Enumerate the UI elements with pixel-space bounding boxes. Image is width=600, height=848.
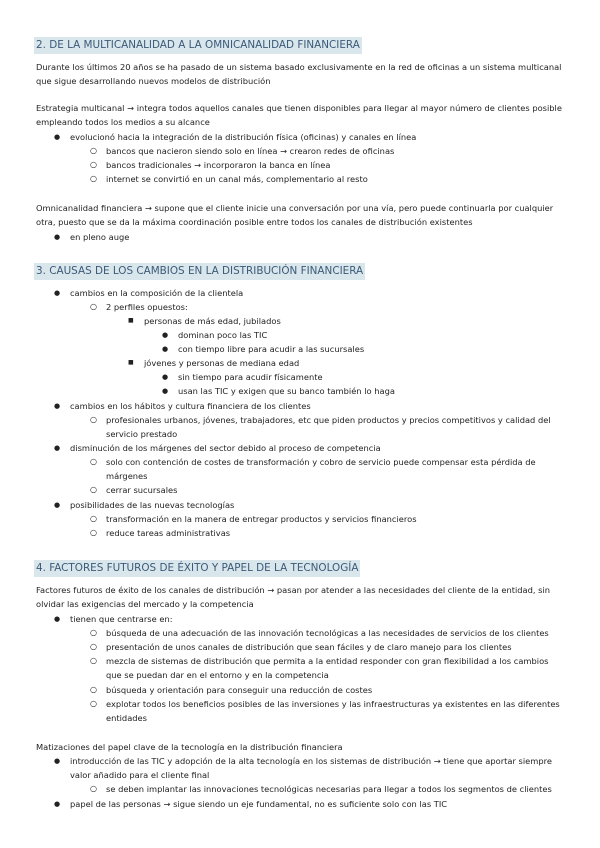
list-item: ○ mezcla de sistemas de distribución que permita a la entidad responder con gran flexibilidad a los cambios que se puedan dar en el entorno y en la competencia <box>90 656 549 680</box>
list-item: ○ bancos que nacieron siendo solo en línea → crearon redes de oficinas <box>90 146 395 156</box>
section-heading-4: 4. FACTORES FUTUROS DE ÉXITO Y PAPEL DE LA TECNOLOGÍA <box>34 560 360 577</box>
list-item: ○ bancos tradicionales → incorporaron la banca en línea <box>90 160 331 170</box>
list-item: ■ jóvenes y personas de mediana edad <box>128 358 300 368</box>
list-item: ■ personas de más edad, jubilados <box>128 316 281 326</box>
paragraph-omnicanal: Omnicanalidad financiera → supone que el cliente inicie una conversación por una vía, pero puede continuarla por cualquier otra, puesto que se da la máxima coordinación posible entre todos los canales de distribución existentes <box>36 203 554 227</box>
paragraph-matizaciones: Matizaciones del papel clave de la tecnología en la distribución financiera <box>36 742 343 752</box>
list-item: ● papel de las personas → sigue siendo un eje fundamental, no es suficiente solo con las TIC <box>54 799 448 809</box>
list-item: ● evolucionó hacia la integración de la distribución física (oficinas) y canales en línea <box>54 132 417 142</box>
list-item: ● disminución de los márgenes del sector debido al proceso de competencia <box>54 443 381 453</box>
paragraph-multicanal: Estrategia multicanal → integra todos aquellos canales que tienen disponibles para llegar al mayor número de clientes posible empleando todos los medios a su alcance <box>36 103 562 127</box>
list-item: ● con tiempo libre para acudir a las sucursales <box>162 344 365 354</box>
list-item: ● posibilidades de las nuevas tecnologías <box>54 500 235 510</box>
list-item: ● cambios en la composición de la clientela <box>54 288 244 298</box>
list-item: ● sin tiempo para acudir físicamente <box>162 372 323 382</box>
list-item: ● tienen que centrarse en: <box>54 614 173 624</box>
list-item: ○ internet se convirtió en un canal más, complementario al resto <box>90 174 368 184</box>
list-item: ○ profesionales urbanos, jóvenes, trabajadores, etc que piden productos y precios competitivos y calidad del servicio prestado <box>90 415 551 439</box>
paragraph-factores: Factores futuros de éxito de los canales de distribución → pasan por atender a las necesidades del cliente de la entidad, sin olvidar las exigencias del mercado y la competencia <box>36 585 551 609</box>
section-heading-3: 3. CAUSAS DE LOS CAMBIOS EN LA DISTRIBUCIÓN FINANCIERA <box>34 263 365 280</box>
list-item: ○ cerrar sucursales <box>90 485 178 495</box>
list-item: ○ solo con contención de costes de transformación y cobro de servicio puede compensar esta pérdida de márgenes <box>90 457 536 481</box>
list-item: ○ búsqueda y orientación para conseguir una reducción de costes <box>90 685 373 695</box>
list-item: ○ transformación en la manera de entregar productos y servicios financieros <box>90 514 417 524</box>
list-item: ● en pleno auge <box>54 232 130 242</box>
paragraph-intro: Durante los últimos 20 años se ha pasado de un sistema basado exclusivamente en la red de oficinas a un sistema multicanal que sigue desarrollando nuevos modelos de distribución <box>36 62 562 86</box>
list-item: ○ 2 perfiles opuestos: <box>90 302 188 312</box>
list-item: ● introducción de las TIC y adopción de la alta tecnología en los sistemas de distribución → tiene que aportar siempre valor añadido para el cliente final <box>54 756 552 780</box>
list-item: ○ reduce tareas administrativas <box>90 528 231 538</box>
section-heading-2: 2. DE LA MULTICANALIDAD A LA OMNICANALIDAD FINANCIERA <box>34 37 362 54</box>
list-item: ○ se deben implantar las innovaciones tecnológicas necesarias para llegar a todos los segmentos de clientes <box>90 784 552 794</box>
list-item: ○ explotar todos los beneficios posibles de las inversiones y las infraestructuras ya existentes en las diferentes entidades <box>90 699 560 723</box>
list-item: ● dominan poco las TIC <box>162 330 268 340</box>
list-item: ● usan las TIC y exigen que su banco también lo haga <box>162 386 395 396</box>
list-item: ● cambios en los hábitos y cultura financiera de los clientes <box>54 401 311 411</box>
list-item: ○ presentación de unos canales de distribución que sean fáciles y de claro manejo para los clientes <box>90 642 512 652</box>
list-item: ○ búsqueda de una adecuación de las innovación tecnológicas a las necesidades de servicios de los clientes <box>90 628 549 638</box>
